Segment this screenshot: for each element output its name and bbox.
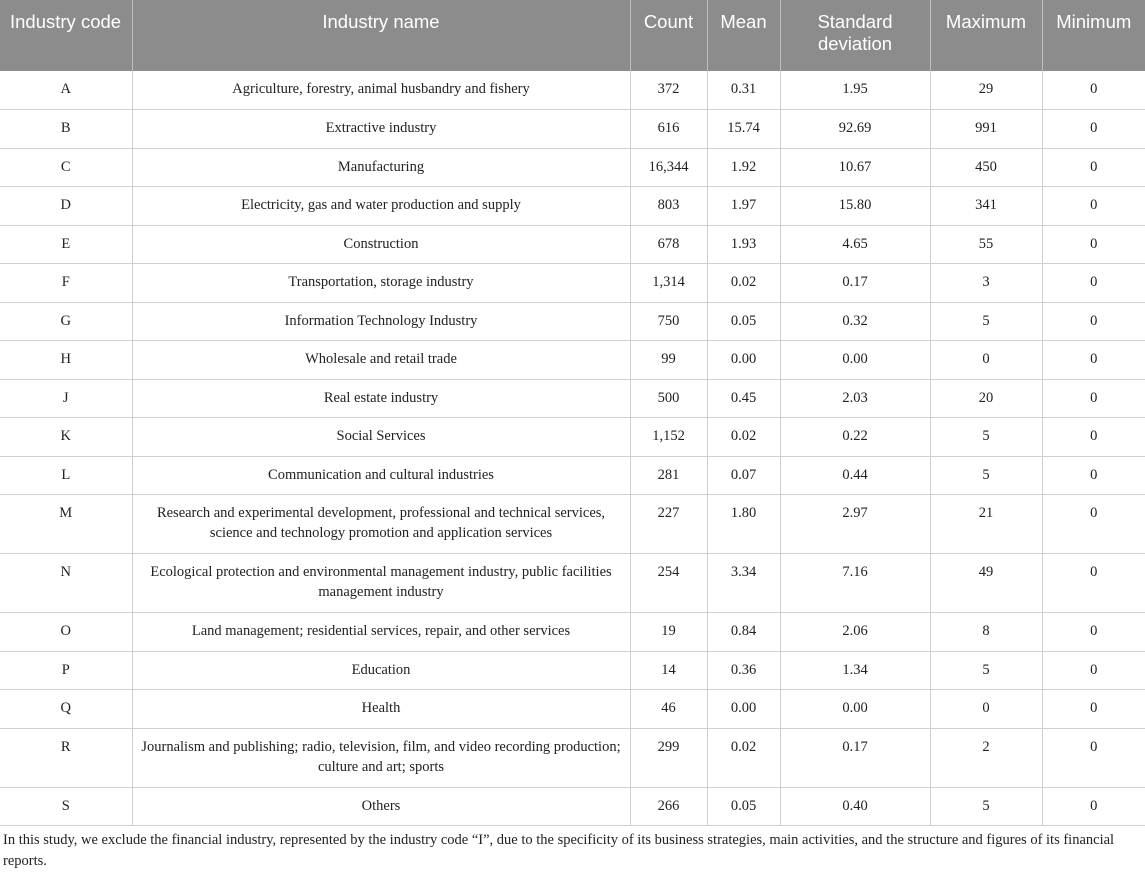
table-row (0, 787, 1145, 826)
cell-industry-code: O (0, 613, 132, 652)
cell-minimum: 0 (1042, 187, 1145, 226)
cell-standard-deviation: 0.22 (780, 418, 930, 457)
cell-maximum: 991 (930, 110, 1042, 149)
cell-count: 1,314 (630, 264, 707, 303)
cell-minimum: 0 (1042, 456, 1145, 495)
table-row (0, 148, 1145, 187)
cell-standard-deviation: 0.17 (780, 728, 930, 787)
cell-industry-code: H (0, 341, 132, 380)
cell-count: 803 (630, 187, 707, 226)
cell-industry-code: A (0, 71, 132, 110)
cell-mean: 0.02 (707, 264, 780, 303)
cell-mean: 0.07 (707, 456, 780, 495)
cell-count: 1,152 (630, 418, 707, 457)
cell-industry-name: Education (132, 651, 630, 690)
cell-minimum: 0 (1042, 613, 1145, 652)
table-row (0, 225, 1145, 264)
cell-industry-name: Health (132, 690, 630, 729)
cell-minimum: 0 (1042, 302, 1145, 341)
cell-industry-name: Agriculture, forestry, animal husbandry and fishery (132, 71, 630, 110)
cell-maximum: 0 (930, 690, 1042, 729)
cell-industry-name: Land management; residential services, repair, and other services (132, 613, 630, 652)
table-body (0, 71, 1145, 826)
cell-standard-deviation: 0.40 (780, 787, 930, 826)
table-row (0, 71, 1145, 110)
cell-mean: 15.74 (707, 110, 780, 149)
cell-industry-code: J (0, 379, 132, 418)
cell-maximum: 0 (930, 341, 1042, 380)
cell-industry-code: E (0, 225, 132, 264)
cell-minimum: 0 (1042, 554, 1145, 613)
cell-industry-code: R (0, 728, 132, 787)
cell-mean: 1.80 (707, 495, 780, 554)
cell-maximum: 21 (930, 495, 1042, 554)
header-industry-code: Industry code (0, 0, 132, 71)
cell-minimum: 0 (1042, 341, 1145, 380)
cell-industry-code: M (0, 495, 132, 554)
cell-count: 299 (630, 728, 707, 787)
cell-count: 14 (630, 651, 707, 690)
cell-mean: 0.05 (707, 787, 780, 826)
table-row (0, 341, 1145, 380)
cell-count: 372 (630, 71, 707, 110)
cell-count: 19 (630, 613, 707, 652)
cell-standard-deviation: 2.03 (780, 379, 930, 418)
cell-mean: 0.84 (707, 613, 780, 652)
cell-industry-name: Real estate industry (132, 379, 630, 418)
cell-industry-code: P (0, 651, 132, 690)
cell-industry-name: Manufacturing (132, 148, 630, 187)
table-row (0, 110, 1145, 149)
cell-minimum: 0 (1042, 418, 1145, 457)
cell-standard-deviation: 7.16 (780, 554, 930, 613)
cell-standard-deviation: 1.34 (780, 651, 930, 690)
cell-maximum: 450 (930, 148, 1042, 187)
cell-industry-code: C (0, 148, 132, 187)
table-row (0, 456, 1145, 495)
header-maximum: Maximum (930, 0, 1042, 71)
cell-mean: 0.31 (707, 71, 780, 110)
header-mean: Mean (707, 0, 780, 71)
cell-minimum: 0 (1042, 495, 1145, 554)
cell-industry-code: K (0, 418, 132, 457)
header-standard-deviation: Standard deviation (780, 0, 930, 71)
cell-count: 46 (630, 690, 707, 729)
cell-maximum: 8 (930, 613, 1042, 652)
cell-industry-code: N (0, 554, 132, 613)
cell-maximum: 5 (930, 787, 1042, 826)
table-row (0, 728, 1145, 787)
cell-industry-name: Transportation, storage industry (132, 264, 630, 303)
cell-mean: 0.02 (707, 418, 780, 457)
cell-standard-deviation: 0.32 (780, 302, 930, 341)
cell-industry-code: G (0, 302, 132, 341)
cell-industry-code: S (0, 787, 132, 826)
cell-maximum: 3 (930, 264, 1042, 303)
cell-maximum: 5 (930, 302, 1042, 341)
header-count: Count (630, 0, 707, 71)
header-industry-name: Industry name (132, 0, 630, 71)
cell-industry-name: Ecological protection and environmental management industry, public facilities management industry (132, 554, 630, 613)
cell-maximum: 5 (930, 651, 1042, 690)
cell-minimum: 0 (1042, 651, 1145, 690)
cell-standard-deviation: 0.00 (780, 341, 930, 380)
cell-count: 678 (630, 225, 707, 264)
cell-industry-name: Social Services (132, 418, 630, 457)
cell-minimum: 0 (1042, 690, 1145, 729)
cell-minimum: 0 (1042, 728, 1145, 787)
cell-industry-name: Information Technology Industry (132, 302, 630, 341)
cell-maximum: 5 (930, 456, 1042, 495)
cell-mean: 0.36 (707, 651, 780, 690)
cell-minimum: 0 (1042, 110, 1145, 149)
cell-industry-name: Research and experimental development, professional and technical services, science and technology promotion and application services (132, 495, 630, 554)
cell-standard-deviation: 15.80 (780, 187, 930, 226)
cell-standard-deviation: 1.95 (780, 71, 930, 110)
table-row (0, 264, 1145, 303)
table-row (0, 418, 1145, 457)
cell-count: 227 (630, 495, 707, 554)
table-row (0, 690, 1145, 729)
cell-minimum: 0 (1042, 148, 1145, 187)
cell-minimum: 0 (1042, 787, 1145, 826)
cell-mean: 1.93 (707, 225, 780, 264)
cell-standard-deviation: 4.65 (780, 225, 930, 264)
cell-count: 254 (630, 554, 707, 613)
header-minimum: Minimum (1042, 0, 1145, 71)
header-row (0, 0, 1145, 71)
cell-count: 281 (630, 456, 707, 495)
cell-standard-deviation: 10.67 (780, 148, 930, 187)
cell-mean: 3.34 (707, 554, 780, 613)
cell-mean: 1.92 (707, 148, 780, 187)
cell-mean: 0.00 (707, 341, 780, 380)
cell-mean: 0.02 (707, 728, 780, 787)
cell-count: 750 (630, 302, 707, 341)
cell-standard-deviation: 0.17 (780, 264, 930, 303)
cell-industry-code: L (0, 456, 132, 495)
cell-maximum: 341 (930, 187, 1042, 226)
table-header (0, 0, 1145, 71)
cell-minimum: 0 (1042, 225, 1145, 264)
cell-standard-deviation: 0.00 (780, 690, 930, 729)
cell-mean: 1.97 (707, 187, 780, 226)
table-row (0, 613, 1145, 652)
cell-count: 99 (630, 341, 707, 380)
cell-mean: 0.45 (707, 379, 780, 418)
cell-industry-name: Journalism and publishing; radio, television, film, and video recording production; culture and art; sports (132, 728, 630, 787)
cell-minimum: 0 (1042, 71, 1145, 110)
cell-count: 266 (630, 787, 707, 826)
cell-industry-code: B (0, 110, 132, 149)
cell-industry-code: F (0, 264, 132, 303)
cell-industry-name: Construction (132, 225, 630, 264)
cell-maximum: 5 (930, 418, 1042, 457)
cell-count: 16,344 (630, 148, 707, 187)
cell-maximum: 20 (930, 379, 1042, 418)
table-row (0, 651, 1145, 690)
cell-standard-deviation: 2.06 (780, 613, 930, 652)
cell-industry-name: Extractive industry (132, 110, 630, 149)
table-row (0, 302, 1145, 341)
cell-mean: 0.05 (707, 302, 780, 341)
cell-industry-name: Others (132, 787, 630, 826)
table-footnote: In this study, we exclude the financial industry, represented by the industry code “I”, due to the specificity of its business strategies, main activities, and the structure and figures of its financial reports. (3, 832, 1115, 869)
table-row (0, 187, 1145, 226)
cell-maximum: 29 (930, 71, 1042, 110)
table-row (0, 495, 1145, 554)
cell-maximum: 55 (930, 225, 1042, 264)
cell-industry-code: D (0, 187, 132, 226)
cell-minimum: 0 (1042, 379, 1145, 418)
cell-industry-name: Wholesale and retail trade (132, 341, 630, 380)
cell-maximum: 2 (930, 728, 1042, 787)
cell-industry-code: Q (0, 690, 132, 729)
cell-standard-deviation: 92.69 (780, 110, 930, 149)
table-row (0, 379, 1145, 418)
cell-maximum: 49 (930, 554, 1042, 613)
cell-industry-name: Communication and cultural industries (132, 456, 630, 495)
cell-standard-deviation: 2.97 (780, 495, 930, 554)
cell-standard-deviation: 0.44 (780, 456, 930, 495)
cell-mean: 0.00 (707, 690, 780, 729)
cell-count: 500 (630, 379, 707, 418)
cell-industry-name: Electricity, gas and water production and supply (132, 187, 630, 226)
table-row (0, 554, 1145, 613)
cell-minimum: 0 (1042, 264, 1145, 303)
cell-count: 616 (630, 110, 707, 149)
